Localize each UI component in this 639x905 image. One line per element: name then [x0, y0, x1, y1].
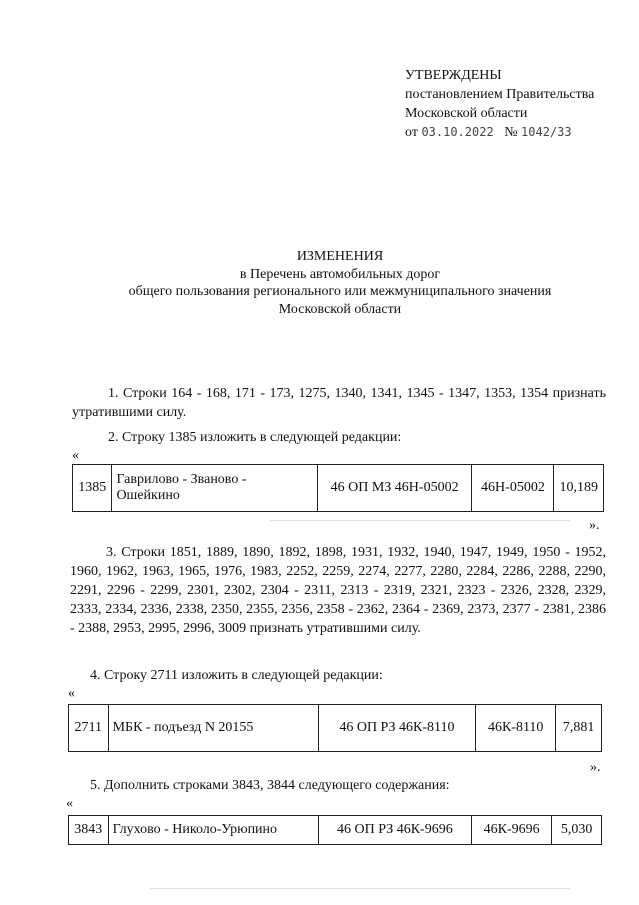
road-name: МБК - подъезд N 20155 — [108, 705, 318, 752]
item-5: 5. Дополнить строками 3843, 3844 следующего содержания: — [90, 778, 450, 793]
approval-block — [405, 66, 594, 142]
road-code: 46К-9696 — [472, 816, 552, 845]
table-row — [69, 705, 602, 752]
title-line-1: ИЗМЕНЕНИЯ — [296, 249, 384, 264]
document-title — [60, 248, 620, 318]
road-code: 46Н-05002 — [472, 465, 554, 512]
quote-close-2: ». — [590, 760, 601, 775]
title-line-3: общего пользования регионального или межмуниципального значения — [128, 284, 552, 299]
approval-line-1: постановлением Правительства — [405, 87, 595, 102]
row-number: 2711 — [69, 705, 109, 752]
road-code: 46К-8110 — [476, 705, 556, 752]
table-row — [73, 465, 604, 512]
road-table-3 — [68, 815, 602, 845]
road-id: 46 ОП РЗ 46К-8110 — [318, 705, 475, 752]
quote-open-2: « — [68, 686, 75, 701]
quote-close-1: ». — [589, 518, 600, 533]
table-row — [69, 816, 602, 845]
row-number: 3843 — [69, 816, 109, 845]
road-length: 7,881 — [556, 705, 602, 752]
road-id: 46 ОП РЗ 46К-9696 — [318, 816, 471, 845]
road-id: 46 ОП МЗ 46Н-05002 — [317, 465, 472, 512]
quote-open-3: « — [66, 796, 73, 811]
title-line-4: Московской области — [278, 301, 402, 317]
approval-date: 03.10.2022 — [421, 125, 494, 139]
road-name: Гаврилово - Званово - Ошейкино — [112, 465, 317, 512]
title-line-2: в Перечень автомобильных дорог — [239, 266, 441, 282]
row-number: 1385 — [73, 465, 112, 512]
approval-date-line — [405, 123, 594, 142]
road-length: 10,189 — [554, 465, 604, 512]
road-length: 5,030 — [552, 816, 602, 845]
approval-line-2: Московской области — [405, 106, 528, 121]
approval-heading: УТВЕРЖДЕНЫ — [405, 68, 502, 83]
road-table-1 — [72, 464, 604, 512]
item-1: 1. Строки 164 - 168, 171 - 173, 1275, 1340, 1341, 1345 - 1347, 1353, 1354 признать утратившими силу. — [72, 386, 606, 420]
number-prefix: № — [504, 125, 518, 140]
date-prefix: от — [405, 125, 418, 140]
scan-artifact — [150, 888, 570, 889]
item-4: 4. Строку 2711 изложить в следующей редакции: — [90, 668, 383, 683]
quote-open-1: « — [72, 448, 79, 463]
item-2: 2. Строку 1385 изложить в следующей редакции: — [108, 430, 402, 445]
item-3: 3. Строки 1851, 1889, 1890, 1892, 1898, 1931, 1932, 1940, 1947, 1949, 1950 - 1952, 1960, 1962, 1963, 1965, 1976, 1983, 2252, 2259, 2274, 2277, 2280, 2284, 2286, 2288, 2290, 2291, 2296 - 2299, 2301, 2302, 2304 - 2311, 2313 - 2319, 2321, 2323 - 2326, 2328, 2329, 2333, 2334, 2336, 2338, 2350, 2355, 2356, 2358 - 2362, 2364 - 2369, 2373, 2377 - 2381, 2386 - 2388, 2953, 2995, 2996, 3009 признать утратившими силу. — [70, 545, 606, 636]
road-name: Глухово - Николо-Урюпино — [108, 816, 318, 845]
approval-number: 1042/33 — [521, 125, 572, 139]
scan-artifact — [270, 520, 570, 521]
road-table-2 — [68, 704, 602, 752]
